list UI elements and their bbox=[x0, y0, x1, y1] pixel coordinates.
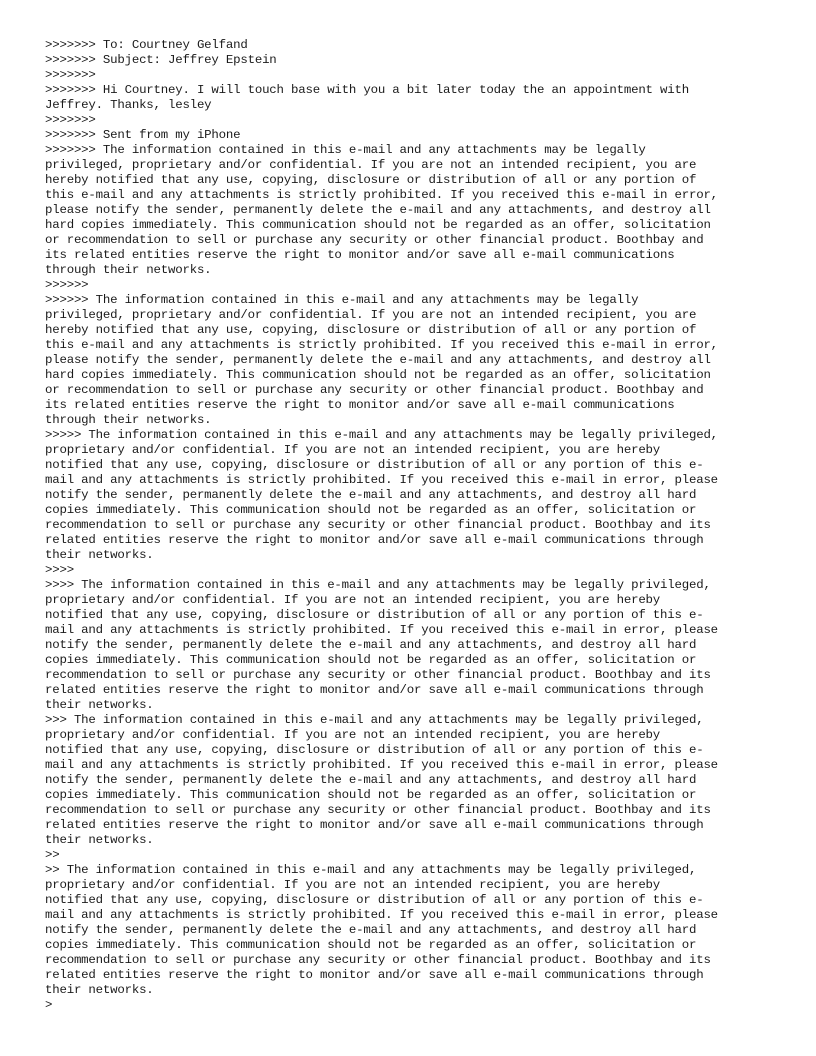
text-line: >>> The information contained in this e-mail and any attachments may be legally privileged, bbox=[45, 713, 704, 727]
text-line: Jeffrey. Thanks, lesley bbox=[45, 98, 212, 112]
text-line: >>>>>> The information contained in this e-mail and any attachments may be legally bbox=[45, 293, 639, 307]
text-line: proprietary and/or confidential. If you are not an intended recipient, you are hereby bbox=[45, 728, 661, 742]
text-line: hard copies immediately. This communication should not be regarded as an offer, solicitation bbox=[45, 368, 711, 382]
text-line: >> The information contained in this e-mail and any attachments may be legally privileged, bbox=[45, 863, 697, 877]
text-line: related entities reserve the right to monitor and/or save all e-mail communications through bbox=[45, 968, 704, 982]
text-line: > bbox=[45, 998, 53, 1012]
text-line: proprietary and/or confidential. If you are not an intended recipient, you are hereby bbox=[45, 593, 661, 607]
text-line: their networks. bbox=[45, 833, 154, 847]
text-line: please notify the sender, permanently delete the e-mail and any attachments, and destroy all bbox=[45, 353, 711, 367]
text-line: notified that any use, copying, disclosure or distribution of all or any portion of this e- bbox=[45, 458, 704, 472]
text-line: or recommendation to sell or purchase any security or other financial product. Boothbay and bbox=[45, 383, 704, 397]
text-line: mail and any attachments is strictly prohibited. If you received this e-mail in error, please bbox=[45, 623, 718, 637]
text-line: >>>>>>> Hi Courtney. I will touch base with you a bit later today the an appointment with bbox=[45, 83, 689, 97]
text-line: mail and any attachments is strictly prohibited. If you received this e-mail in error, please bbox=[45, 473, 718, 487]
text-line: >> bbox=[45, 848, 60, 862]
text-line: notify the sender, permanently delete the e-mail and any attachments, and destroy all hard bbox=[45, 773, 697, 787]
text-line: proprietary and/or confidential. If you are not an intended recipient, you are hereby bbox=[45, 878, 661, 892]
text-line: >>>>>>> bbox=[45, 113, 96, 127]
text-line: their networks. bbox=[45, 983, 154, 997]
text-line: privileged, proprietary and/or confidential. If you are not an intended recipient, you are bbox=[45, 158, 697, 172]
text-line: copies immediately. This communication should not be regarded as an offer, solicitation or bbox=[45, 653, 697, 667]
text-line: copies immediately. This communication should not be regarded as an offer, solicitation or bbox=[45, 938, 697, 952]
text-line: notify the sender, permanently delete the e-mail and any attachments, and destroy all hard bbox=[45, 488, 697, 502]
text-line: please notify the sender, permanently delete the e-mail and any attachments, and destroy all bbox=[45, 203, 711, 217]
text-line: proprietary and/or confidential. If you are not an intended recipient, you are hereby bbox=[45, 443, 661, 457]
text-line: >>>> The information contained in this e-mail and any attachments may be legally privileged, bbox=[45, 578, 711, 592]
text-line: this e-mail and any attachments is strictly prohibited. If you received this e-mail in error, bbox=[45, 188, 718, 202]
text-line: through their networks. bbox=[45, 263, 212, 277]
text-line: >>>>>>> Subject: Jeffrey Epstein bbox=[45, 53, 277, 67]
text-line: notify the sender, permanently delete the e-mail and any attachments, and destroy all hard bbox=[45, 638, 697, 652]
text-line: its related entities reserve the right to monitor and/or save all e-mail communications bbox=[45, 398, 675, 412]
text-line: related entities reserve the right to monitor and/or save all e-mail communications through bbox=[45, 683, 704, 697]
text-line: or recommendation to sell or purchase any security or other financial product. Boothbay and bbox=[45, 233, 704, 247]
text-line: hereby notified that any use, copying, disclosure or distribution of all or any portion of bbox=[45, 323, 697, 337]
text-line: >>>> bbox=[45, 563, 74, 577]
text-line: notify the sender, permanently delete the e-mail and any attachments, and destroy all hard bbox=[45, 923, 697, 937]
text-line: notified that any use, copying, disclosure or distribution of all or any portion of this e- bbox=[45, 743, 704, 757]
text-line: recommendation to sell or purchase any security or other financial product. Boothbay and its bbox=[45, 518, 711, 532]
email-body-text bbox=[45, 38, 785, 1013]
text-line: recommendation to sell or purchase any security or other financial product. Boothbay and its bbox=[45, 803, 711, 817]
text-line: >>>>> The information contained in this e-mail and any attachments may be legally privileged, bbox=[45, 428, 718, 442]
text-line: mail and any attachments is strictly prohibited. If you received this e-mail in error, please bbox=[45, 758, 718, 772]
text-line: through their networks. bbox=[45, 413, 212, 427]
text-line: recommendation to sell or purchase any security or other financial product. Boothbay and its bbox=[45, 953, 711, 967]
text-line: recommendation to sell or purchase any security or other financial product. Boothbay and its bbox=[45, 668, 711, 682]
text-line: hard copies immediately. This communication should not be regarded as an offer, solicitation bbox=[45, 218, 711, 232]
text-line: copies immediately. This communication should not be regarded as an offer, solicitation or bbox=[45, 788, 697, 802]
text-line: >>>>>>> To: Courtney Gelfand bbox=[45, 38, 248, 52]
text-line: >>>>>>> The information contained in this e-mail and any attachments may be legally bbox=[45, 143, 646, 157]
text-line: this e-mail and any attachments is strictly prohibited. If you received this e-mail in error, bbox=[45, 338, 718, 352]
text-line: related entities reserve the right to monitor and/or save all e-mail communications through bbox=[45, 533, 704, 547]
text-line: hereby notified that any use, copying, disclosure or distribution of all or any portion of bbox=[45, 173, 697, 187]
text-line: related entities reserve the right to monitor and/or save all e-mail communications through bbox=[45, 818, 704, 832]
text-line: privileged, proprietary and/or confidential. If you are not an intended recipient, you are bbox=[45, 308, 697, 322]
text-line: their networks. bbox=[45, 548, 154, 562]
text-line: >>>>>> bbox=[45, 278, 89, 292]
text-line: mail and any attachments is strictly prohibited. If you received this e-mail in error, please bbox=[45, 908, 718, 922]
text-line: copies immediately. This communication should not be regarded as an offer, solicitation or bbox=[45, 503, 697, 517]
text-line: its related entities reserve the right to monitor and/or save all e-mail communications bbox=[45, 248, 675, 262]
text-line: their networks. bbox=[45, 698, 154, 712]
text-line: notified that any use, copying, disclosure or distribution of all or any portion of this e- bbox=[45, 893, 704, 907]
text-line: >>>>>>> bbox=[45, 68, 96, 82]
text-line: >>>>>>> Sent from my iPhone bbox=[45, 128, 241, 142]
text-line: notified that any use, copying, disclosure or distribution of all or any portion of this e- bbox=[45, 608, 704, 622]
